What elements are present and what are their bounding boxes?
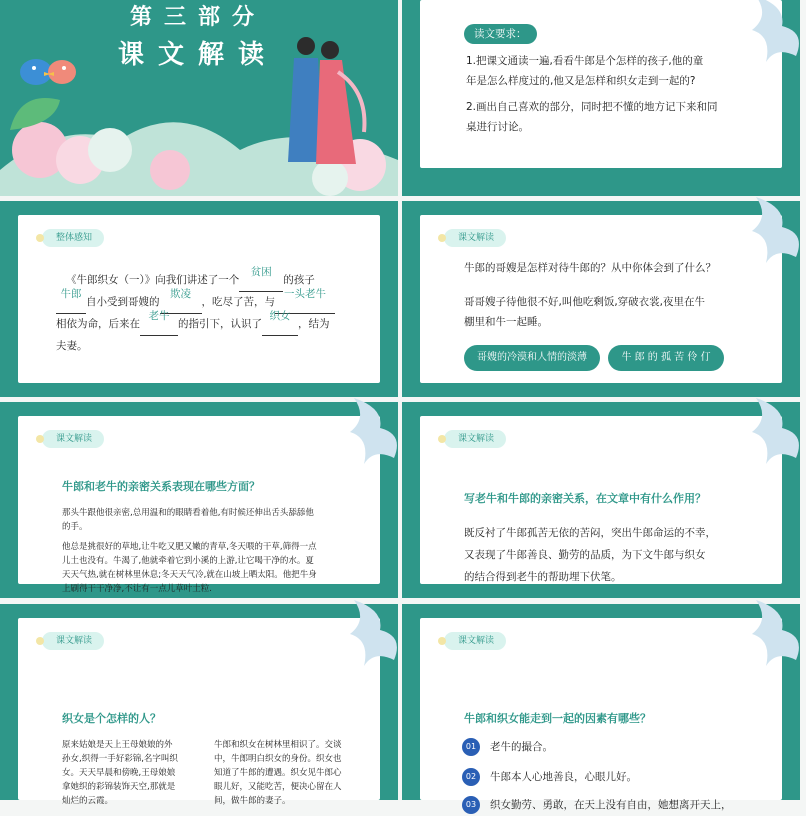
paragraph-2-line-1: 他总是挑很好的草地,让牛吃又肥又嫩的青草,冬天喂的干草,筛得一点 [62,542,317,552]
section-tag: 课文解读 [444,229,506,247]
slide-6-ox-relationship-role[interactable] [402,402,800,598]
blank-5 [140,310,178,336]
col1-line-3: 女。天天早晨和傍晚,王母娘娘 [62,768,176,778]
title-line-1: 第三部分 [130,5,267,30]
factor-3-text: 织女勤劳、勇敢，在天上没有自由，她想离开天上， [490,799,732,811]
requirement-2-line-2: 桌进行讨论。 [466,121,529,133]
couple-figure-icon [268,32,378,172]
col1-line-5: 灿烂的云霞。 [62,796,114,806]
answer-line-3: 的结合得到老牛的帮助埋下伏笔。 [464,571,622,583]
summary-line-4: 夫妻。 [56,340,88,352]
question-text: 牛郎和织女能走到一起的因素有哪些？ [464,712,651,725]
answer-line-1: 既反衬了牛郎孤苦无依的苦闷，突出牛郎命运的不幸， [464,527,716,539]
answer-line-1: 哥哥嫂子待他很不好,叫他吃剩饭,穿破衣裳,夜里在牛 [464,296,706,308]
section-tag: 课文解读 [444,430,506,448]
summary-text: 的指引下，认识了 [178,318,262,330]
slide-6-card [420,416,782,584]
summary-text: 相依为命，后来在 [56,318,140,330]
factor-1-text: 老牛的撮合。 [490,741,553,753]
summary-text: 自小受到哥嫂的 [86,296,160,308]
col2-line-4: 眼儿好，又能吃苦，便决心留在人 [214,782,342,792]
paragraph-1-line-2: 的手。 [62,522,88,532]
summary-text: 的孩子 [283,274,315,286]
cloud-decoration-icon [746,600,806,670]
section-tag: 课文解读 [42,632,104,650]
slide-5-niulang-and-ox[interactable] [0,402,398,598]
paragraph-2-line-3: 天天气热,就在树林里休息;冬天天气冷,就在山坡上晒太阳。他把牛身 [62,570,317,580]
requirements-badge: 读文要求： [464,24,537,44]
col2-line-3: 知道了牛郎的遭遇。织女见牛郎心 [214,768,342,778]
slide-2-card [420,0,782,168]
section-tag: 整体感知 [42,229,104,247]
col2-line-5: 间，做牛郎的妻子。 [214,796,291,806]
slide-4-card [420,215,782,383]
col2-line-2: 中，牛郎明白织女的身份。织女也 [214,754,342,764]
slide-8-factors[interactable] [402,604,800,811]
answer-line-2: 又表现了牛郎善良、勤劳的品质，为下文牛郎与织女 [464,549,706,561]
paragraph-2-line-4: 上刷得干干净净,不让有一点儿草叶土粒. [62,584,212,594]
slide-3-card [18,215,380,383]
factor-1-number: 01 [462,738,480,756]
blank-4-answer: 一头老牛 [284,288,326,300]
birds-icon [14,44,84,94]
col1-line-2: 孙女,织得一手好彩锦,名字叫织 [62,754,178,764]
slide-8-card [420,618,782,811]
factor-2-number: 02 [462,768,480,786]
cloud-decoration-icon [746,398,806,468]
summary-text: 《牛郎织女（一）》向我们讲述了一个 [66,274,240,286]
question-text: 牛郎的哥嫂是怎样对待牛郎的？从中你体会到了什么？ [464,262,716,274]
blank-5-answer: 老牛 [148,310,170,322]
cloud-decoration-icon [344,600,404,670]
summary-line-2 [56,288,335,314]
blank-6-answer: 织女 [269,310,291,322]
answer-line-2: 棚里和牛一起睡。 [464,316,548,328]
summary-line-3 [56,310,330,336]
blank-3-answer: 欺凌 [170,288,191,300]
col1-line-4: 拿她织的彩锦装饰天空,那就是 [62,782,176,792]
paragraph-2-line-2: 儿土也没有。牛渴了,他就牵着它到小溪的上游,让它喝干净的水。夏 [62,556,314,566]
summary-text: ，吃尽了苦，与 [201,296,275,308]
cloud-decoration-icon [746,0,806,66]
conclusion-pill-2[interactable]: 牛 郎 的 孤 苦 伶 仃 [608,345,724,371]
requirement-1-line-2: 年是怎么样度过的,他又是怎样和织女走到一起的? [466,75,696,87]
question-text: 织女是个怎样的人？ [62,712,161,725]
question-text: 写老牛和牛郎的亲密关系，在文章中有什么作用？ [464,492,706,505]
blank-6 [262,310,298,336]
col2-line-1: 牛郎和织女在树林里相识了。交谈 [214,740,342,750]
blank-2-answer: 牛郎 [60,288,82,300]
paragraph-1-line-1: 那头牛跟他很亲密,总用温和的眼睛看着他,有时候还伸出舌头舔舔他 [62,508,314,518]
blank-1-answer: 贫困 [250,266,272,278]
slide-3-overall-perception[interactable] [0,201,398,397]
col1-line-1: 原来姑娘是天上王母娘娘的外 [62,740,173,750]
slide-7-card [18,618,380,806]
section-tag: 课文解读 [42,430,104,448]
conclusion-pill-1[interactable]: 哥嫂的冷漠和人情的淡薄 [464,345,600,371]
slide-4-brother-sister-in-law[interactable] [402,201,800,397]
slide-5-card [18,416,380,594]
cloud-decoration-icon [344,398,404,468]
summary-text: ，结为 [298,318,330,330]
slide-7-zhinv[interactable] [0,604,398,806]
blank-1 [239,266,283,292]
title-line-2: 课文解读 [118,40,279,70]
requirement-1-line-1: 1.把课文通读一遍,看看牛郎是个怎样的孩子,他的童 [466,55,704,67]
section-tag: 课文解读 [444,632,506,650]
cloud-decoration-icon [746,197,806,267]
question-text: 牛郎和老牛的亲密关系表现在哪些方面？ [62,480,260,493]
slide-2-reading-requirements[interactable] [402,0,800,196]
slide-1-title[interactable] [0,0,398,196]
factor-3-number: 03 [462,796,480,814]
requirement-2-line-1: 2.画出自己喜欢的部分，同时把不懂的地方记下来和同 [466,101,718,113]
blank-2 [56,288,86,314]
factor-2-text: 牛郎本人心地善良，心眼儿好。 [490,771,637,783]
